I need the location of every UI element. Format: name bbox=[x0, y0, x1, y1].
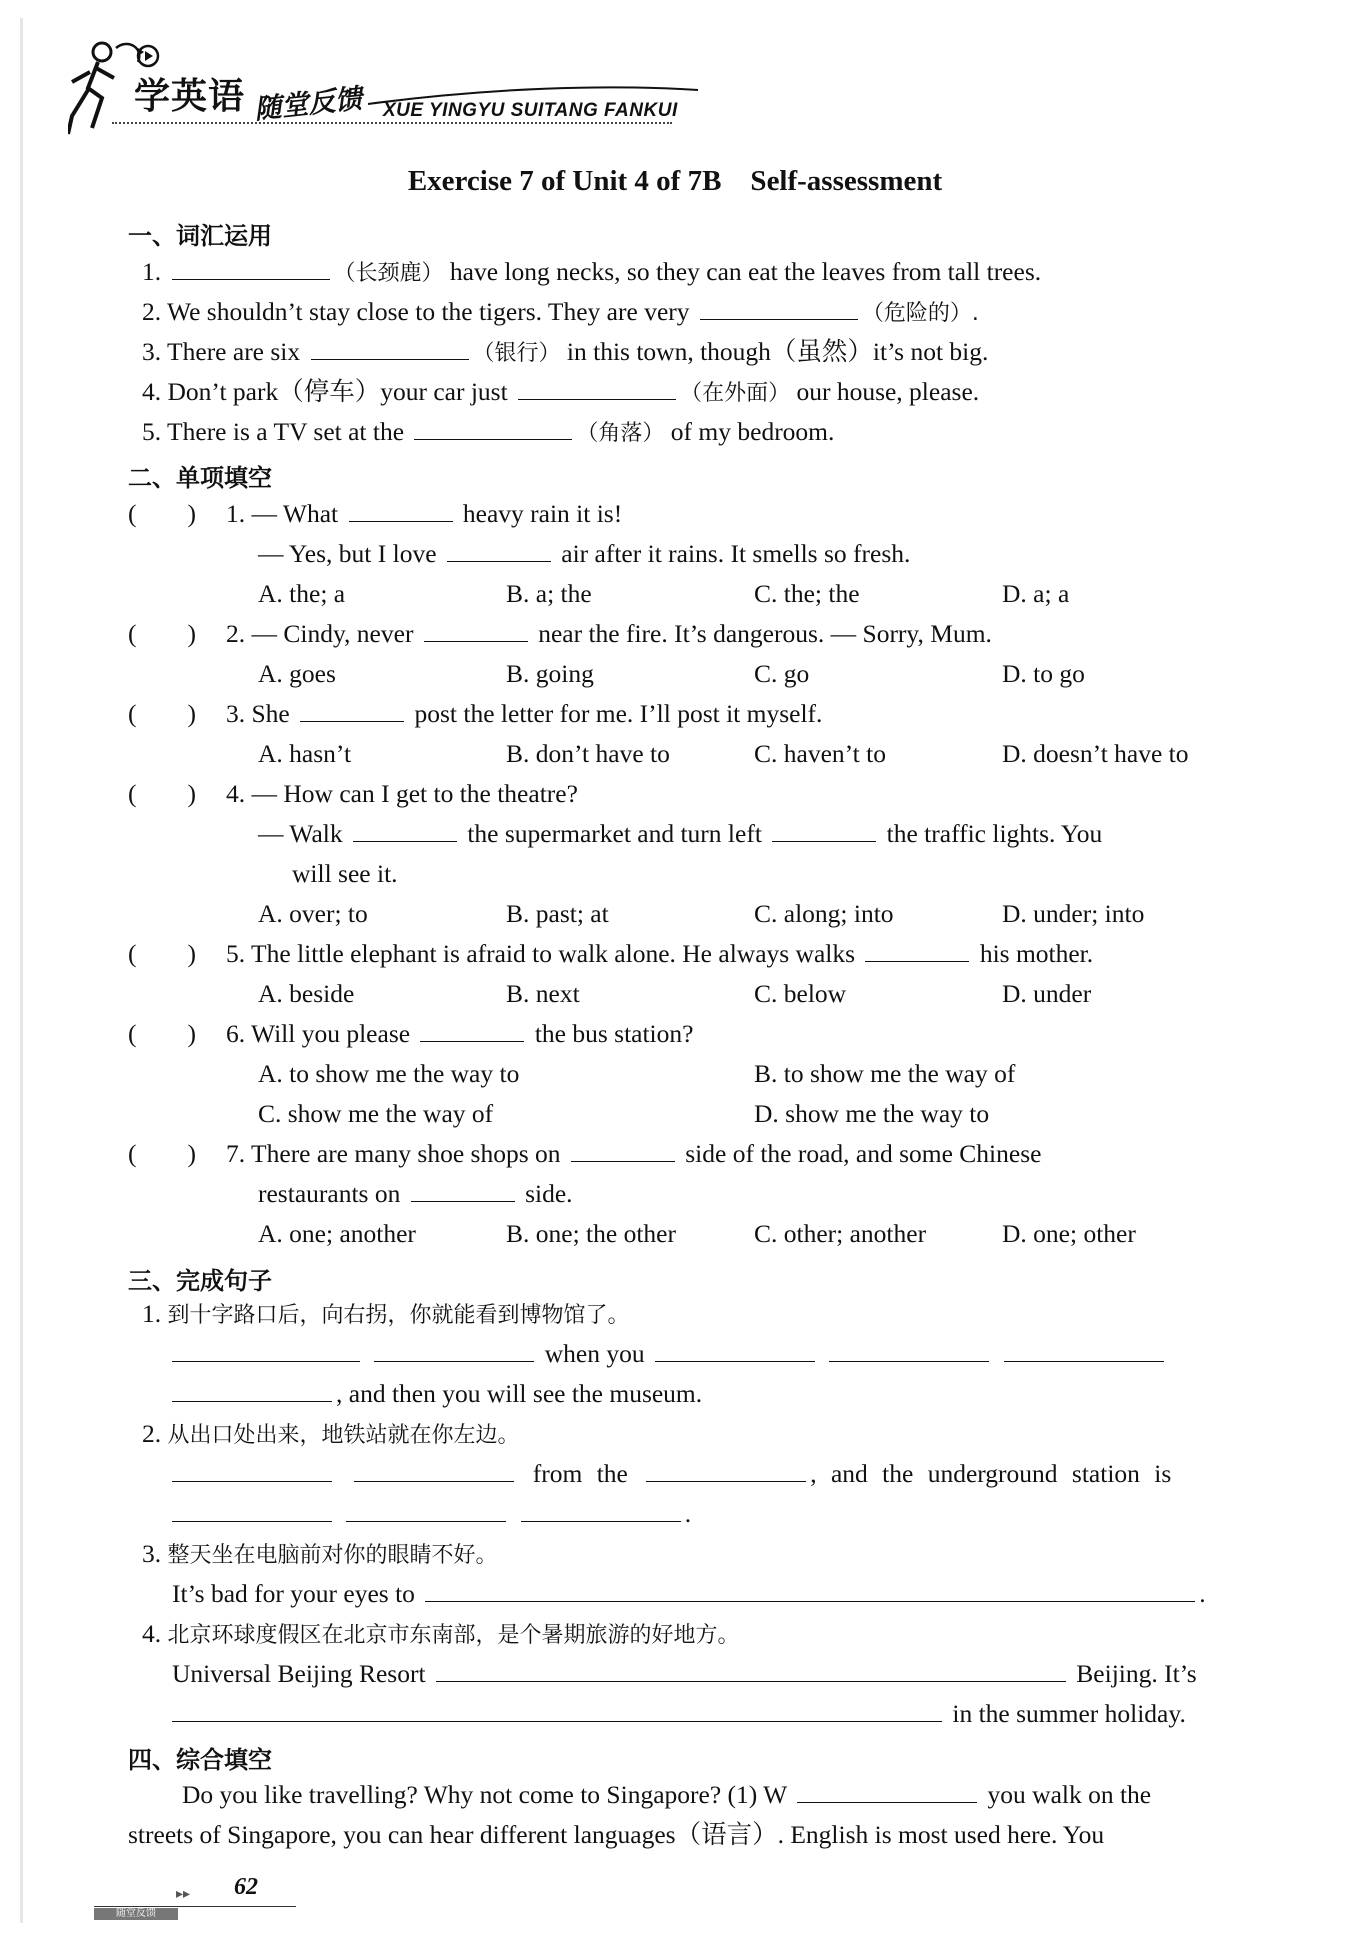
answer-blank[interactable] bbox=[354, 1459, 514, 1482]
option-a[interactable]: A. beside bbox=[258, 979, 355, 1008]
option-d[interactable]: D. to go bbox=[1002, 659, 1085, 688]
answer-blank[interactable] bbox=[172, 1459, 332, 1482]
answer-blank[interactable] bbox=[829, 1339, 989, 1362]
page-number: 62 bbox=[234, 1874, 258, 1900]
answer-parentheses[interactable]: ( ) bbox=[128, 499, 196, 528]
sentence-2-prompt: 2. 从出口处出来，地铁站就在你左边。 bbox=[142, 1419, 520, 1448]
option-d[interactable]: D. one; other bbox=[1002, 1219, 1136, 1248]
section-heading-complete-sentences: 三、完成句子 bbox=[128, 1267, 272, 1295]
option-c[interactable]: C. below bbox=[754, 979, 847, 1008]
answer-blank[interactable] bbox=[311, 337, 469, 360]
option-a[interactable]: A. the; a bbox=[258, 579, 346, 608]
mc-question-4-line-2: — Walk the supermarket and turn left the traffic lights. You bbox=[258, 819, 1103, 848]
answer-blank[interactable] bbox=[172, 1379, 332, 1402]
answer-blank[interactable] bbox=[425, 1579, 1195, 1602]
answer-parentheses[interactable]: ( ) bbox=[128, 619, 196, 648]
page-title: Exercise 7 of Unit 4 of 7B Self-assessment bbox=[407, 165, 943, 197]
mc-question-1-line-2: — Yes, but I love air after it rains. It smells so fresh. bbox=[258, 539, 911, 568]
answer-blank[interactable] bbox=[349, 499, 453, 522]
option-b[interactable]: B. going bbox=[506, 659, 594, 688]
answer-blank[interactable] bbox=[797, 1780, 977, 1803]
mc-question-3: 3. She post the letter for me. I’ll post it myself. bbox=[226, 699, 823, 728]
answer-blank[interactable] bbox=[865, 939, 969, 962]
mc-question-5: 5. The little elephant is afraid to walk alone. He always walks his mother. bbox=[226, 939, 1094, 968]
mc-question-6: 6. Will you please the bus station? bbox=[226, 1019, 694, 1048]
option-b[interactable]: B. don’t have to bbox=[506, 739, 670, 768]
option-a[interactable]: A. goes bbox=[258, 659, 336, 688]
answer-blank[interactable] bbox=[521, 1499, 681, 1522]
section-heading-vocabulary: 一、词汇运用 bbox=[128, 222, 272, 250]
option-b[interactable]: B. one; the other bbox=[506, 1219, 676, 1248]
mc-question-7: 7. There are many shoe shops on side of the road, and some Chinese bbox=[226, 1139, 1042, 1168]
header-dotted-rule bbox=[112, 122, 672, 124]
sentence-4-line-2: in the summer holiday. bbox=[172, 1697, 1186, 1731]
mc-question-4-line-3: will see it. bbox=[292, 859, 398, 888]
option-c[interactable]: C. along; into bbox=[754, 899, 894, 928]
page-arrow-icon: ▸▸ bbox=[176, 1886, 191, 1902]
answer-blank[interactable] bbox=[300, 699, 404, 722]
answer-blank[interactable] bbox=[346, 1499, 506, 1522]
answer-blank[interactable] bbox=[571, 1139, 675, 1162]
option-a[interactable]: A. hasn’t bbox=[258, 739, 352, 768]
answer-blank[interactable] bbox=[172, 1699, 942, 1722]
footer-tab: 随堂反馈 bbox=[94, 1908, 178, 1920]
cloze-line-2: streets of Singapore, you can hear different languages（语言）. English is most used here. You bbox=[128, 1820, 1105, 1849]
section-heading-cloze: 四、综合填空 bbox=[128, 1746, 272, 1774]
answer-blank[interactable] bbox=[411, 1179, 515, 1202]
answer-blank[interactable] bbox=[518, 377, 676, 400]
vocab-item-2: 2. We shouldn’t stay close to the tigers. They are very （危险的）. bbox=[142, 297, 979, 326]
vocab-item-4: 4. Don’t park（停车）your car just （在外面） our house, please. bbox=[142, 377, 980, 406]
answer-parentheses[interactable]: ( ) bbox=[128, 1019, 196, 1048]
mc-question-7-line-2: restaurants on side. bbox=[258, 1179, 573, 1208]
answer-parentheses[interactable]: ( ) bbox=[128, 1139, 196, 1168]
option-b[interactable]: B. to show me the way of bbox=[754, 1059, 1016, 1088]
cloze-line-1: Do you like travelling? Why not come to Singapore? (1) W you walk on the bbox=[182, 1780, 1152, 1809]
option-b[interactable]: B. past; at bbox=[506, 899, 609, 928]
sentence-4-line-1: Universal Beijing Resort Beijing. It’s bbox=[172, 1659, 1197, 1688]
answer-blank[interactable] bbox=[655, 1339, 815, 1362]
option-d[interactable]: D. show me the way to bbox=[754, 1099, 990, 1128]
option-c[interactable]: C. go bbox=[754, 659, 810, 688]
option-a[interactable]: A. over; to bbox=[258, 899, 368, 928]
mc-question-4: 4. — How can I get to the theatre? bbox=[226, 779, 578, 808]
option-a[interactable]: A. one; another bbox=[258, 1219, 416, 1248]
sentence-3-line-1: It’s bad for your eyes to . bbox=[172, 1579, 1206, 1608]
sentence-2-line-2: . bbox=[172, 1497, 691, 1531]
option-b[interactable]: B. next bbox=[506, 979, 580, 1008]
brand-subtitle: 随堂反馈 bbox=[252, 83, 364, 126]
answer-blank[interactable] bbox=[447, 539, 551, 562]
answer-parentheses[interactable]: ( ) bbox=[128, 939, 196, 968]
answer-blank[interactable] bbox=[414, 417, 572, 440]
option-d[interactable]: D. under bbox=[1002, 979, 1092, 1008]
option-a[interactable]: A. to show me the way to bbox=[258, 1059, 520, 1088]
sentence-1-line-1: when you bbox=[172, 1337, 1168, 1371]
section-heading-multiple-choice: 二、单项填空 bbox=[128, 464, 272, 492]
sentence-1-line-2: , and then you will see the museum. bbox=[172, 1377, 702, 1411]
sentence-1-prompt: 1. 到十字路口后，向右拐，你就能看到博物馆了。 bbox=[142, 1299, 630, 1328]
answer-blank[interactable] bbox=[172, 257, 330, 280]
sentence-3-prompt: 3. 整天坐在电脑前对你的眼睛不好。 bbox=[142, 1539, 498, 1568]
answer-parentheses[interactable]: ( ) bbox=[128, 699, 196, 728]
answer-blank[interactable] bbox=[1004, 1339, 1164, 1362]
play-icon bbox=[136, 44, 160, 68]
option-d[interactable]: D. doesn’t have to bbox=[1002, 739, 1189, 768]
sentence-2-line-1: from the , and the underground station is bbox=[172, 1457, 1171, 1491]
answer-blank[interactable] bbox=[172, 1339, 360, 1362]
answer-blank[interactable] bbox=[646, 1459, 806, 1482]
answer-blank[interactable] bbox=[374, 1339, 534, 1362]
brand-chinese: 学英语 bbox=[134, 76, 246, 117]
mc-question-2: 2. — Cindy, never near the fire. It’s dangerous. — Sorry, Mum. bbox=[226, 619, 992, 648]
header-logo bbox=[68, 38, 688, 138]
sentence-4-prompt: 4. 北京环球度假区在北京市东南部，是个暑期旅游的好地方。 bbox=[142, 1619, 740, 1648]
option-c[interactable]: C. other; another bbox=[754, 1219, 927, 1248]
answer-blank[interactable] bbox=[420, 1019, 524, 1042]
vocab-item-5: 5. There is a TV set at the （角落） of my bedroom. bbox=[142, 417, 835, 446]
answer-parentheses[interactable]: ( ) bbox=[128, 779, 196, 808]
answer-blank[interactable] bbox=[353, 819, 457, 842]
option-d[interactable]: D. a; a bbox=[1002, 579, 1070, 608]
option-b[interactable]: B. a; the bbox=[506, 579, 592, 608]
vocab-item-3: 3. There are six （银行） in this town, though（虽然）it’s not big. bbox=[142, 337, 989, 366]
mc-question-1: 1. — What heavy rain it is! bbox=[226, 499, 623, 528]
option-c[interactable]: C. the; the bbox=[754, 579, 860, 608]
brand-english: XUE YINGYU SUITANG FANKUI bbox=[383, 100, 678, 121]
answer-blank[interactable] bbox=[424, 619, 528, 642]
answer-blank[interactable] bbox=[700, 297, 858, 320]
swoosh-decoration bbox=[368, 84, 698, 114]
answer-blank[interactable] bbox=[436, 1659, 1066, 1682]
vocab-item-1: 1. （长颈鹿） have long necks, so they can eat the leaves from tall trees. bbox=[142, 257, 1042, 286]
answer-blank[interactable] bbox=[172, 1499, 332, 1522]
footer-rule bbox=[94, 1906, 296, 1907]
answer-blank[interactable] bbox=[772, 819, 876, 842]
option-c[interactable]: C. show me the way of bbox=[258, 1099, 494, 1128]
option-c[interactable]: C. haven’t to bbox=[754, 739, 886, 768]
option-d[interactable]: D. under; into bbox=[1002, 899, 1145, 928]
